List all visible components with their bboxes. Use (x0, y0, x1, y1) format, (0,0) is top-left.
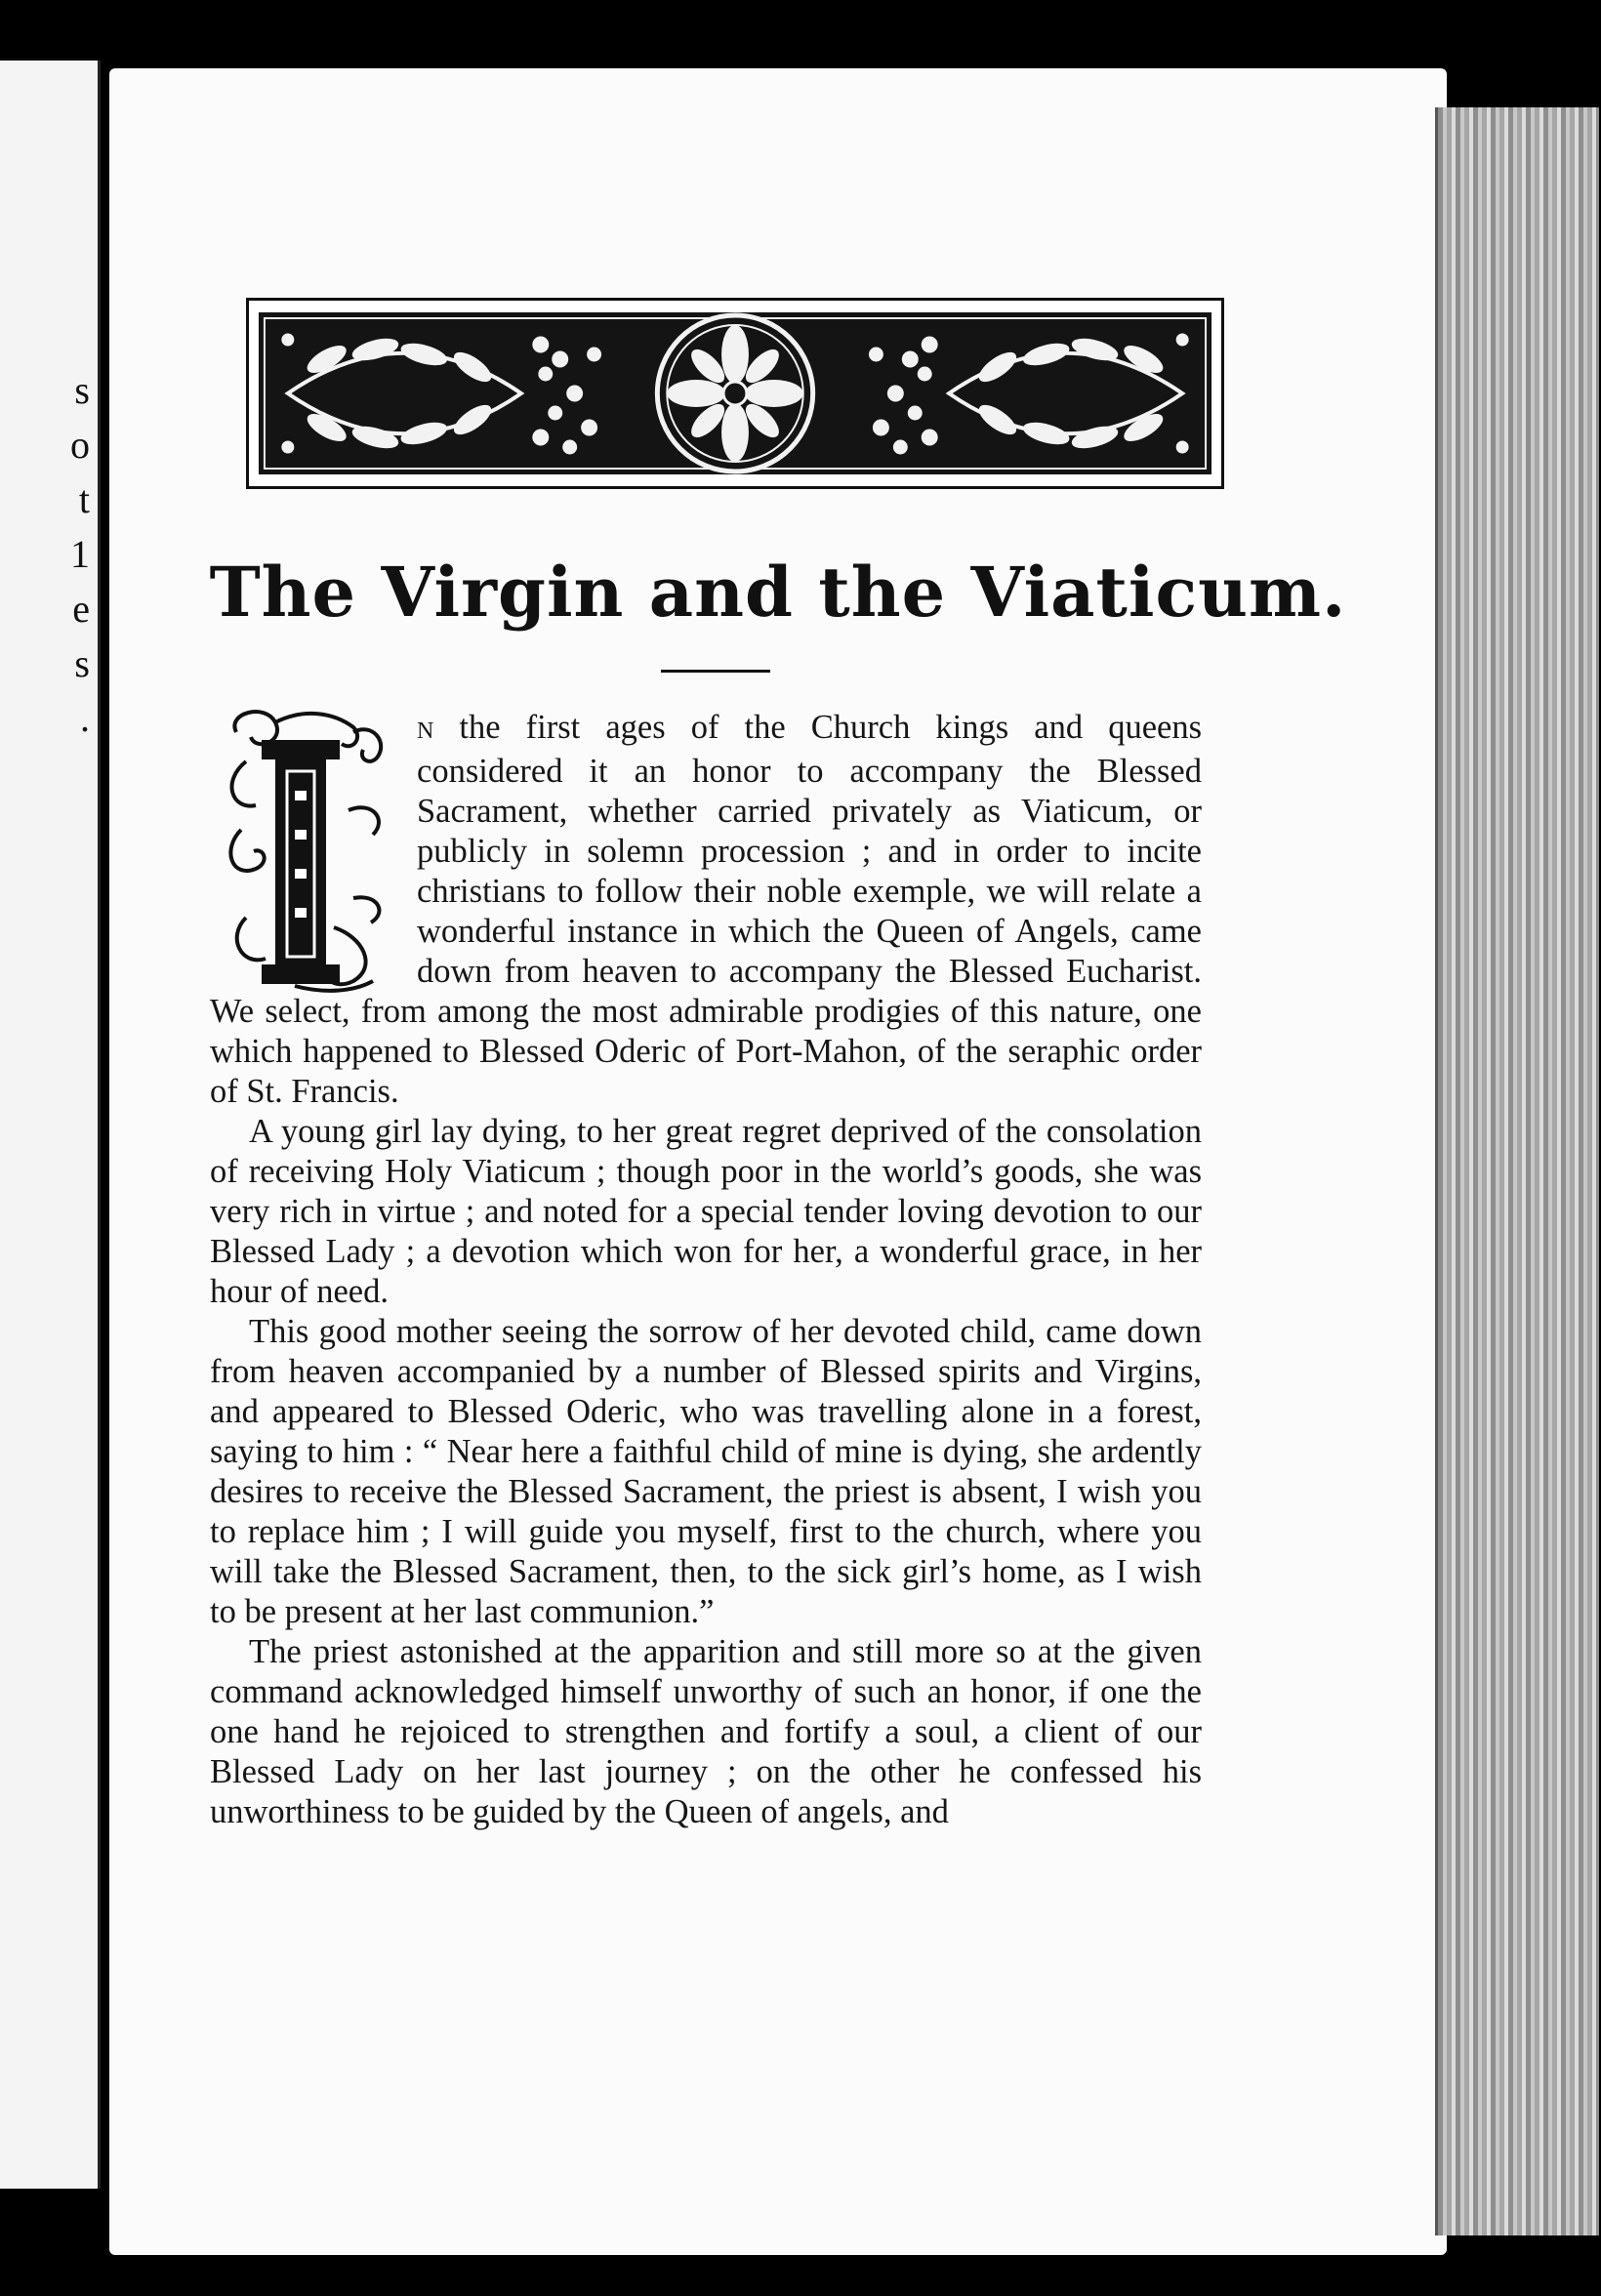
paragraph: This good mother seeing the sorrow of her devoted child, came down from heaven accompanied by a number of Blessed spirits and Virgins, and appeared to Blessed Oderic, who was travelling alone in a forest, saying to him : “ Near here a faithful child of mine is dying, she ardently desires to receive the Blessed Sacrament, the priest is absent, I wish you to replace him ; I will guide you myself, first to the church, where you will take the Blessed Sacrament, then, to the sick girl’s home, as I wish to be present at her last communion.” (210, 1313, 1202, 1630)
paragraph: The priest astonished at the apparition and still more so at the given command acknowledged himself unworthy of such an honor, if one the one hand he rejoiced to strengthen and fortify a soul, a client of our Blessed Lady on her last journey ; on the other he confessed his unworthiness to be guided by the Queen of angels, and (210, 1633, 1202, 1830)
drop-cap-letter: I (299, 881, 303, 891)
prev-letter: s (74, 368, 90, 412)
previous-page-letters (70, 363, 90, 746)
page-edges (1435, 107, 1599, 2235)
prev-letter: 1 (70, 532, 90, 576)
previous-page-edge (0, 61, 101, 2189)
prev-letter: t (78, 477, 90, 521)
first-paragraph (210, 708, 1202, 1112)
body-text (210, 708, 1202, 1832)
first-paragraph-text: the first ages of the Church kings and queens considered it an honor to accompany the Blessed Sacrament, whether carried privately as Viaticum, or publicly in solemn procession ; and in order to incite christians to follow their noble exemple, we will relate a wonderful instance in which the Queen of Angels, came down from heaven to accompany the Blessed Eucharist. We select, from among the most admirable prodigies of this nature, one which happened to Blessed Oderic of Port-Mahon, of the seraphic order of St. Francis. (210, 709, 1202, 1110)
title-rule (661, 670, 770, 673)
paragraph: A young girl lay dying, to her great regret deprived of the consolation of receiving Holy Viaticum ; though poor in the world’s goods, she was very rich in virtue ; and noted for a special tender loving devotion to our Blessed Lady ; a devotion which won for her, a wonderful grace, in her hour of need. (210, 1113, 1202, 1310)
prev-letter: e (72, 587, 90, 631)
ornamental-headpiece (246, 298, 1224, 489)
leaf-ornament-icon (249, 301, 1221, 486)
drop-cap-space (210, 708, 405, 988)
prev-letter: o (70, 423, 90, 467)
prev-letter: s (74, 641, 90, 685)
page-title: The Virgin and the Viaticum. (209, 552, 1347, 633)
prev-letter: . (80, 696, 90, 740)
small-caps-letter: N (417, 718, 434, 744)
